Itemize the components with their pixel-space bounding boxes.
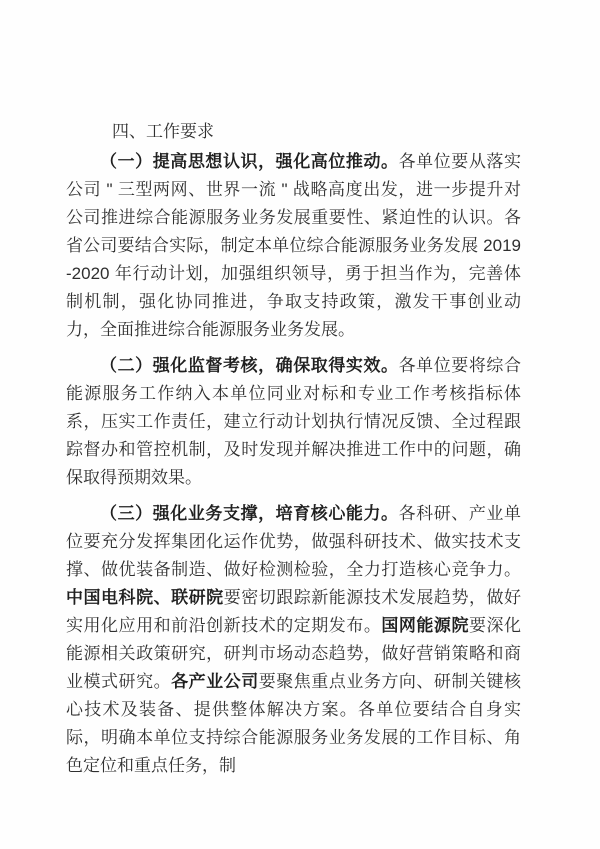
section-heading: 四、工作要求 <box>112 122 214 141</box>
text-run: 要密切跟踪新能源技术发展趋势，做好实用化应用和前沿创新技术的定期发布。 <box>66 588 522 635</box>
text-run: 要聚焦重点业务方向、研制关键核心技术及装备、提供整体解决方案。各单位要结合自身实际，明确本单位支持综合能源服务业务发展的工作目标、角色定位和重点任务，制 <box>66 672 522 775</box>
text-run: 各单位要从落实公司 " 三型两网、世界一流 " 战略高度出发，进一步提升对公司推进综合能源服务业务发展重要性、紧迫性的认识。各省公司要结合实际，制定本单位综合能源服务业务发展 2019-2020 年行动计划，加强组织领导，勇于担当作为，完善体制机制，强化协同推进，争取支持政策，激发干事创业动力，全面推进综合能源服务业务发展。 <box>66 152 522 339</box>
paragraph <box>66 352 521 492</box>
bold-text-run: （一）提高思想认识，强化高位推动。 <box>100 152 399 171</box>
bold-text-run: 国网能源院 <box>381 616 469 635</box>
bold-text-run: （三）强化业务支撑，培育核心能力。 <box>100 504 399 523</box>
bold-text-run: 中国电科院、联研院 <box>66 588 224 607</box>
paragraph <box>66 148 521 344</box>
bold-text-run: （二）强化监督考核，确保取得实效。 <box>100 356 399 375</box>
paragraph <box>66 500 521 780</box>
bold-text-run: 各产业公司 <box>171 672 259 691</box>
text-run: 要深化能源相关政策研究，研判市场动态趋势，做好营销策略和商业模式研究。 <box>66 616 522 691</box>
text-run: 各科研、产业单位要充分发挥集团化运作优势，做强科研技术、做实技术支撑、做优装备制造、做好检测检验，全力打造核心竞争力。 <box>66 504 522 579</box>
document-body <box>66 148 521 780</box>
document-content <box>66 118 521 780</box>
text-run: 各单位要将综合能源服务工作纳入本单位同业对标和专业工作考核指标体系，压实工作责任，建立行动计划执行情况反馈、全过程跟踪督办和管控机制，及时发现并解决推进工作中的问题，确保取得预期效果。 <box>66 356 522 487</box>
